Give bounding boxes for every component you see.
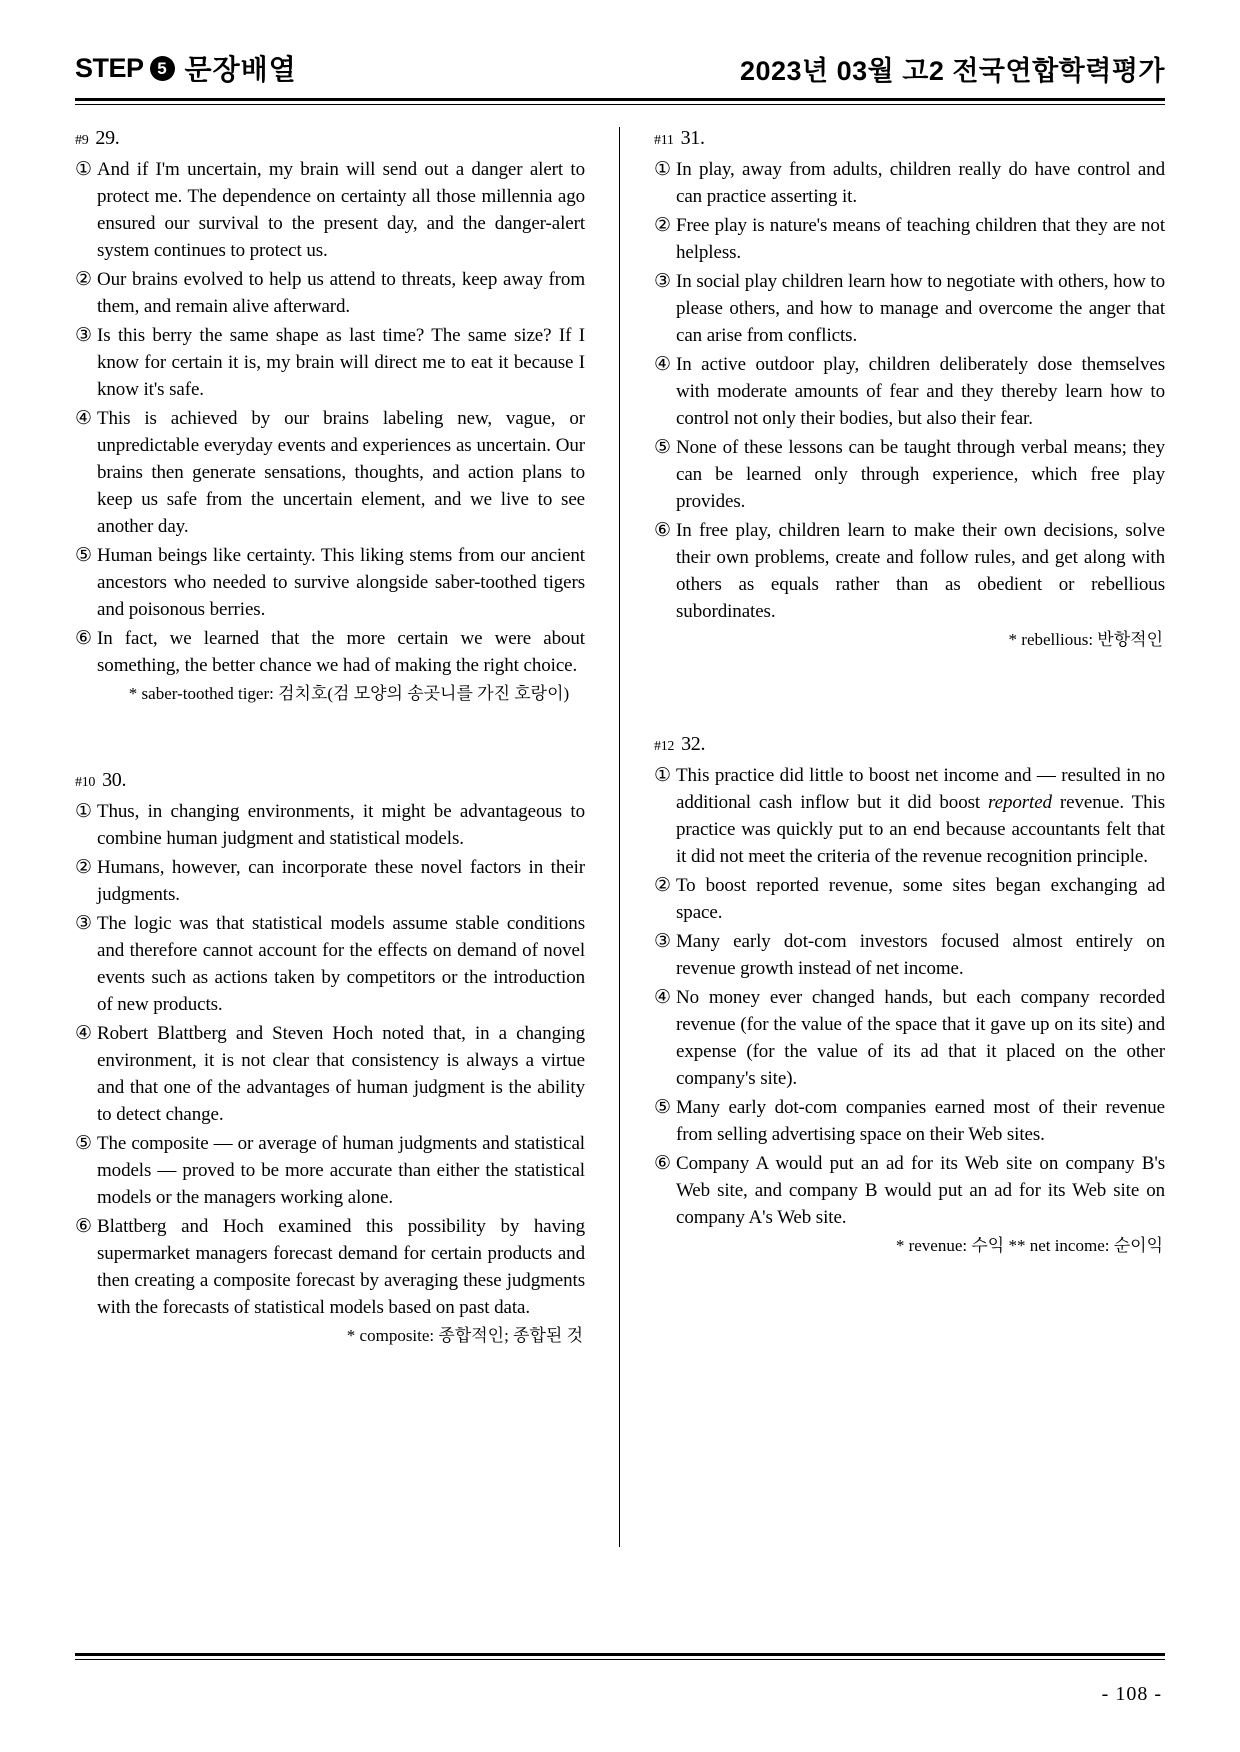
item-marker: ③ [654, 931, 672, 952]
question-number: 30. [102, 769, 127, 791]
item-text: Blattberg and Hoch examined this possibility by having supermarket managers forecast demand for certain products and then creating a composite forecast by averaging these judgments with the forecasts of statistical models based on past data. [97, 1216, 585, 1318]
list-item [654, 212, 1165, 266]
item-marker: ③ [75, 913, 93, 934]
step-label [75, 48, 297, 88]
question-block-32 [654, 733, 1165, 1259]
list-item [75, 1020, 585, 1128]
list-item [654, 984, 1165, 1092]
item-text: Our brains evolved to help us attend to threats, keep away from them, and remain alive afterward. [97, 269, 585, 317]
item-text: In free play, children learn to make their own decisions, solve their own problems, create and follow rules, and get along with others as equals rather than as obedient or rebellious subordinates. [676, 520, 1165, 622]
list-item [75, 542, 585, 623]
item-marker: ⑤ [75, 545, 93, 566]
list-item [75, 625, 585, 679]
question-header-32 [654, 733, 1165, 756]
item-text: In play, away from adults, children really do have control and can practice asserting it. [676, 159, 1165, 207]
page-number: - 108 - [1101, 1683, 1162, 1705]
item-text: Thus, in changing environments, it might be advantageous to combine human judgment and statistical models. [97, 801, 585, 849]
item-marker: ⑥ [654, 520, 672, 541]
item-marker: ④ [75, 1023, 93, 1044]
item-text: Many early dot-com companies earned most of their revenue from selling advertising space on their Web sites. [676, 1097, 1165, 1145]
list-item [654, 762, 1165, 870]
page-header [75, 0, 1165, 98]
list-item [75, 322, 585, 403]
item-text: Is this berry the same shape as last time? The same size? If I know for certain it is, my brain will direct me to eat it because I know it's safe. [97, 325, 585, 400]
step-word: STEP [75, 52, 144, 83]
list-item [654, 1150, 1165, 1231]
list-item [654, 268, 1165, 349]
question-block-30 [75, 769, 585, 1349]
question-number: 29. [95, 127, 120, 149]
question-header-31 [654, 127, 1165, 150]
step-title: 문장배열 [184, 54, 297, 85]
item-text: The logic was that statistical models assume stable conditions and therefore cannot account for the effects on demand of novel events such as actions taken by competitors or the introduction of new products. [97, 913, 585, 1015]
item-text: In social play children learn how to negotiate with others, how to please others, and how to manage and overcome the anger that can arise from conflicts. [676, 271, 1165, 346]
question-header-29 [75, 127, 585, 150]
item-marker: ④ [75, 408, 93, 429]
block-spacer [654, 687, 1165, 733]
block-spacer [75, 741, 585, 769]
list-item [75, 910, 585, 1018]
item-marker: ① [654, 765, 672, 786]
item-marker: ⑤ [654, 1097, 672, 1118]
item-text: This practice did little to boost net income and — resulted in no additional cash inflow but it did boost reported revenue. This practice was quickly put to an end because accountants felt that it did not meet the criteria of the revenue recognition principle. [676, 765, 1165, 867]
item-text: The composite — or average of human judgments and statistical models — proved to be more accurate than either the statistical models or the managers working alone. [97, 1133, 585, 1208]
item-marker: ④ [654, 354, 672, 375]
item-text: None of these lessons can be taught through verbal means; they can be learned only through experience, which free play provides. [676, 437, 1165, 512]
content-columns [75, 127, 1165, 1547]
item-marker: ⑤ [75, 1133, 93, 1154]
question-block-31 [654, 127, 1165, 653]
question-tag: #10 [75, 775, 96, 790]
item-marker: ④ [654, 987, 672, 1008]
list-item [654, 517, 1165, 625]
list-item [75, 854, 585, 908]
item-text: And if I'm uncertain, my brain will send out a danger alert to protect me. The dependence on certainty all those millennia ago ensured our survival to the present day, and the danger-alert system continues to protect us. [97, 159, 585, 261]
item-text: Many early dot-com investors focused almost entirely on revenue growth instead of net income. [676, 931, 1165, 979]
item-marker: ② [654, 215, 672, 236]
list-item [75, 405, 585, 540]
question-tag: #11 [654, 133, 674, 148]
question-number: 32. [681, 733, 706, 755]
list-item [75, 1213, 585, 1321]
vocabulary-note: * saber-toothed tiger: 검치호(검 모양의 송곳니를 가진 호랑이) [128, 684, 570, 703]
exam-title: 2023년 03월 고2 전국연합학력평가 [739, 56, 1165, 86]
item-text: In fact, we learned that the more certain we were about something, the better chance we had of making the right choice. [97, 628, 585, 676]
list-item [654, 351, 1165, 432]
list-item [654, 1094, 1165, 1148]
list-item [75, 156, 585, 264]
item-text: Humans, however, can incorporate these novel factors in their judgments. [97, 857, 585, 905]
question-tag: #12 [654, 739, 675, 754]
question-block-29 [75, 127, 585, 707]
left-column [75, 127, 620, 1547]
question-tag: #9 [75, 133, 89, 148]
item-marker: ① [654, 159, 672, 180]
list-item [654, 434, 1165, 515]
list-item [654, 928, 1165, 982]
item-text: Free play is nature's means of teaching children that they are not helpless. [676, 215, 1165, 263]
item-text: This is achieved by our brains labeling new, vague, or unpredictable everyday events and experiences as uncertain. Our brains then generate sensations, thoughts, and action plans to keep us safe from the uncertain element, and we live to see another day. [97, 408, 585, 537]
item-marker: ② [75, 269, 93, 290]
question-header-30 [75, 769, 585, 792]
list-item [654, 156, 1165, 210]
list-item [75, 798, 585, 852]
right-column [620, 127, 1165, 1547]
item-text: Human beings like certainty. This liking stems from our ancient ancestors who needed to survive alongside saber-toothed tigers and poisonous berries. [97, 545, 585, 620]
item-marker: ⑤ [654, 437, 672, 458]
item-marker: ① [75, 801, 93, 822]
item-text: In active outdoor play, children deliberately dose themselves with moderate amounts of fear and they thereby learn how to control not only their bodies, but also their fear. [676, 354, 1165, 429]
list-item [654, 872, 1165, 926]
item-text: To boost reported revenue, some sites began exchanging ad space. [676, 875, 1165, 923]
vocabulary-note: * composite: 종합적인; 종합된 것 [346, 1326, 583, 1345]
vocabulary-note: * revenue: 수익 ** net income: 순이익 [895, 1236, 1163, 1255]
item-marker: ② [75, 857, 93, 878]
item-marker: ⑥ [654, 1153, 672, 1174]
list-item [75, 266, 585, 320]
item-marker: ③ [654, 271, 672, 292]
item-text: No money ever changed hands, but each company recorded revenue (for the value of the space that it gave up on its site) and expense (for the value of its ad that it placed on the other company's site). [676, 987, 1165, 1089]
item-text: Robert Blattberg and Steven Hoch noted that, in a changing environment, it is not clear that consistency is always a virtue and that one of the advantages of human judgment is the ability to detect change. [97, 1023, 585, 1125]
footer-divider [75, 1653, 1165, 1660]
item-marker: ① [75, 159, 93, 180]
vocabulary-note: * rebellious: 반항적인 [1008, 630, 1163, 649]
item-marker: ⑥ [75, 628, 93, 649]
step-number-badge: 5 [150, 56, 175, 81]
question-number: 31. [680, 127, 705, 149]
header-divider [75, 98, 1165, 105]
list-item [75, 1130, 585, 1211]
item-marker: ③ [75, 325, 93, 346]
item-text: Company A would put an ad for its Web site on company B's Web site, and company B would put an ad for its Web site on company A's Web site. [676, 1153, 1165, 1228]
item-marker: ⑥ [75, 1216, 93, 1237]
item-marker: ② [654, 875, 672, 896]
